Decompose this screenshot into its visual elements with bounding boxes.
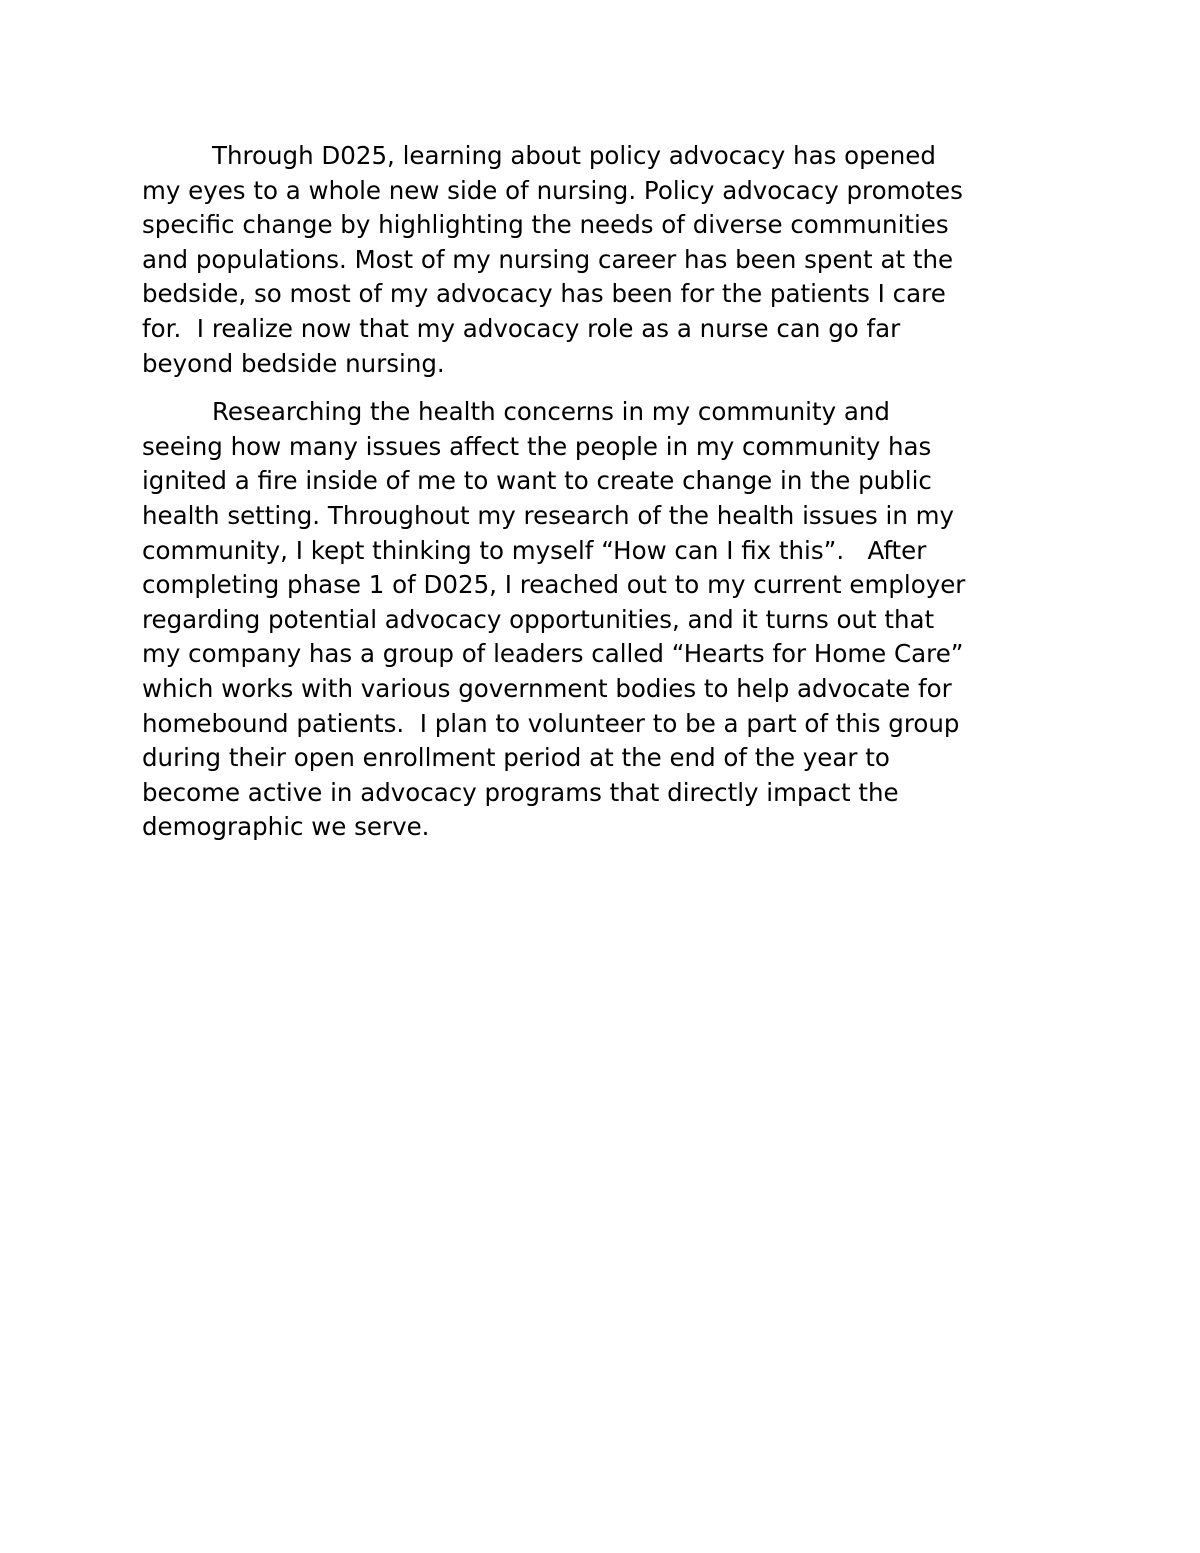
paragraph-line: bedside, so most of my advocacy has been for the patients I care	[142, 279, 946, 309]
paragraph-line: Researching the health concerns in my community and	[212, 397, 890, 427]
paragraph-line: community, I kept thinking to myself “How can I fix this”. After	[142, 535, 927, 565]
paragraph-line: beyond bedside nursing.	[142, 348, 445, 378]
paragraph-line: Through D025, learning about policy advocacy has opened	[212, 141, 936, 170]
paragraph-line: specific change by highlighting the needs of diverse communities	[142, 210, 949, 240]
paragraph-line: my company has a group of leaders called “Hearts for Home Care”	[142, 639, 964, 669]
paragraph-1	[142, 139, 1060, 381]
paragraph-line: health setting. Throughout my research of the health issues in my	[142, 500, 955, 530]
paragraph-line: demographic we serve.	[142, 812, 430, 842]
paragraph-line: and populations. Most of my nursing career has been spent at the	[142, 244, 954, 274]
paragraph-line: completing phase 1 of D025, I reached out to my current employer	[142, 570, 966, 600]
paragraph-line: during their open enrollment period at the end of the year to	[142, 743, 890, 773]
paragraph-line: which works with various government bodies to help advocate for	[142, 673, 952, 703]
paragraph-line: homebound patients. I plan to volunteer to be a part of this group	[142, 708, 960, 738]
paragraph-line: ignited a fire inside of me to want to create change in the public	[142, 466, 932, 496]
paragraph-line: for. I realize now that my advocacy role as a nurse can go far	[142, 313, 901, 343]
paragraph-line: become active in advocacy programs that directly impact the	[142, 777, 899, 807]
paragraph-line: my eyes to a whole new side of nursing. Policy advocacy promotes	[142, 175, 963, 205]
paragraph-line: seeing how many issues affect the people in my community has	[142, 431, 932, 461]
document-body	[142, 139, 1060, 859]
paragraph-line: regarding potential advocacy opportunities, and it turns out that	[142, 604, 935, 634]
paragraph-2	[142, 395, 1060, 845]
